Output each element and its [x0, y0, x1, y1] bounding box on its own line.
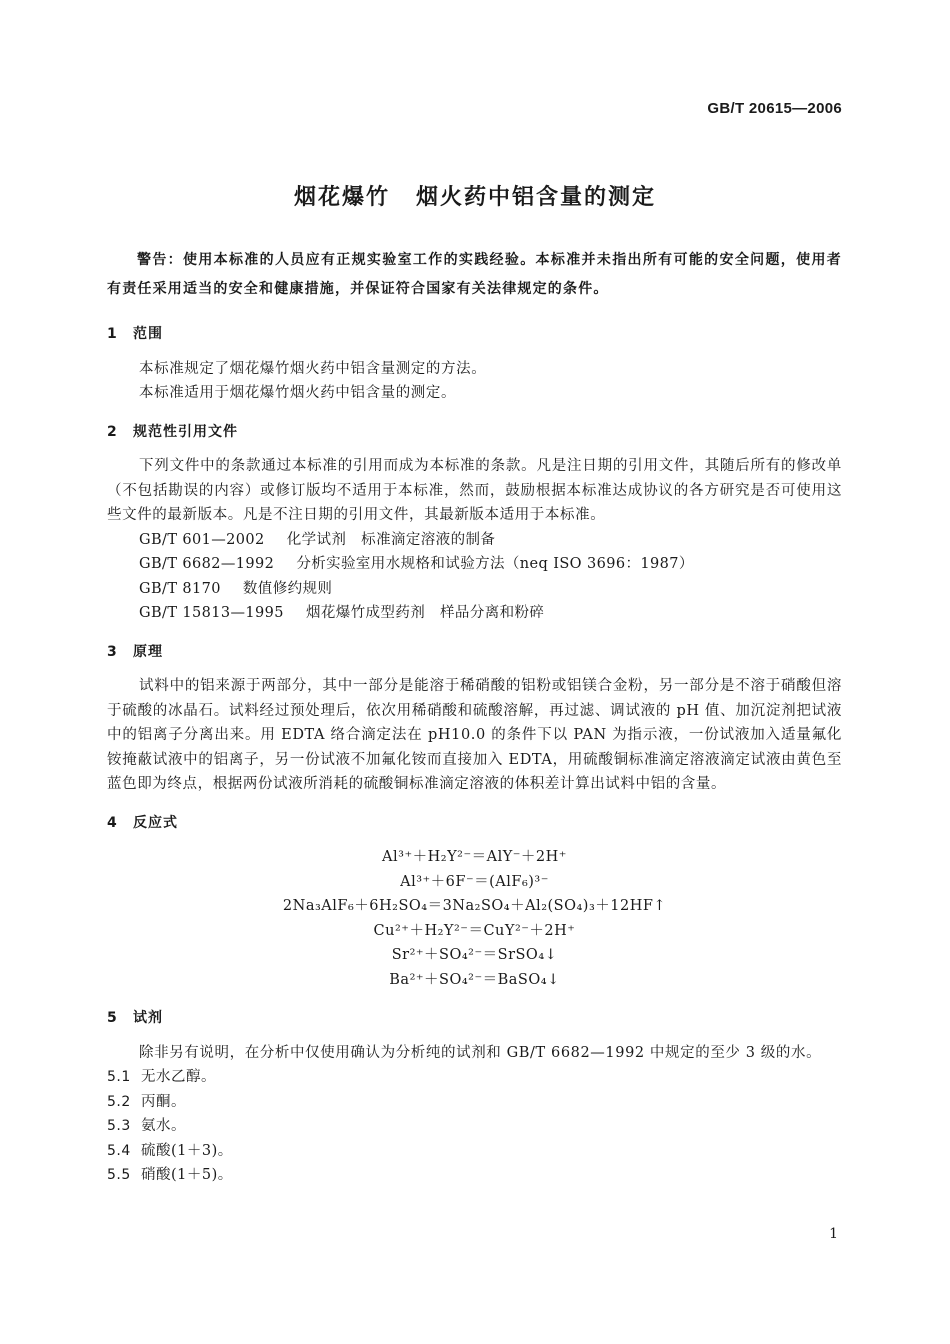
section-1-para-1: 本标准规定了烟花爆竹烟火药中铝含量测定的方法。 [139, 360, 487, 377]
document-body [107, 246, 842, 1188]
standard-code: GB/T 20615—2006 [707, 100, 842, 117]
section-2-heading: 2 规范性引用文件 [107, 423, 238, 440]
document-title [0, 180, 950, 211]
reagent-item: 5.2 丙酮。 [107, 1093, 186, 1110]
section-4-heading: 4 反应式 [107, 814, 178, 831]
equation: Al³⁺＋H₂Y²⁻＝AlY⁻＋2H⁺ [382, 849, 567, 865]
section-3-text: 试料中的铝来源于两部分，其中一部分是能溶于稀硝酸的铝粉或铝镁合金粉，另一部分是不溶于硝酸但溶于硫酸的冰晶石。试料经过预处理后，依次用稀硝酸和硫酸溶解，再过滤、调试液的 pH 值、加沉淀剂把试液中的铝离子分离出来。用 EDTA 络合滴定法在 pH10.0 的条件下以 PAN 为指示液，一份试液加入适量氟化铵掩蔽试液中的铝离子，另一份试液不加氟化铵而直接加入 EDTA，用硫酸铜标准滴定溶液滴定试液由黄色至蓝色即为终点，根据两份试液所消耗的硫酸铜标准滴定溶液的体积差计算出试料中铝的含量。 [107, 678, 842, 792]
section-2-intro: 下列文件中的条款通过本标准的引用而成为本标准的条款。凡是注日期的引用文件，其随后所有的修改单（不包括勘误的内容）或修订版均不适用于本标准，然而，鼓励根据本标准达成协议的各方研究是否可使用这些文件的最新版本。凡是不注日期的引用文件，其最新版本适用于本标准。 [107, 458, 842, 523]
reference-item: GB/T 6682—1992 分析实验室用水规格和试验方法（neq ISO 3696：1987） [139, 556, 694, 572]
equation: Cu²⁺＋H₂Y²⁻＝CuY²⁻＋2H⁺ [373, 922, 576, 939]
reagent-item: 5.4 硫酸(1＋3)。 [107, 1142, 233, 1159]
section-3-heading: 3 原理 [107, 643, 163, 660]
reagent-item: 5.5 硝酸(1＋5)。 [107, 1167, 233, 1183]
equation: 2Na₃AlF₆＋6H₂SO₄＝3Na₂SO₄＋Al₂(SO₄)₃＋12HF↑ [282, 898, 667, 914]
reagent-item: 5.1 无水乙醇。 [107, 1069, 216, 1085]
section-1-heading: 1 范围 [107, 326, 163, 342]
equation: Ba²⁺＋SO₄²⁻＝BaSO₄↓ [389, 971, 560, 988]
title-part-1: 烟花爆竹 [293, 185, 390, 210]
section-5-heading: 5 试剂 [107, 1010, 163, 1026]
reference-item: GB/T 15813—1995 烟花爆竹成型药剂 样品分离和粉碎 [139, 605, 545, 621]
section-1-para-2: 本标准适用于烟花爆竹烟火药中铝含量的测定。 [139, 385, 457, 401]
equation: Al³⁺＋6F⁻＝(AlF₆)³⁻ [400, 873, 549, 890]
reagent-item: 5.3 氨水。 [107, 1118, 186, 1134]
page-number: 1 [829, 1226, 838, 1242]
section-5-intro: 除非另有说明，在分析中仅使用确认为分析纯的试剂和 GB/T 6682—1992 中规定的至少 3 级的水。 [139, 1044, 822, 1061]
reference-item: GB/T 601—2002 化学试剂 标准滴定溶液的制备 [139, 531, 496, 548]
warning-paragraph: 警告：使用本标准的人员应有正规实验室工作的实践经验。本标准并未指出所有可能的安全问题，使用者有责任采用适当的安全和健康措施，并保证符合国家有关法律规定的条件。 [107, 252, 842, 297]
equation: Sr²⁺＋SO₄²⁻＝SrSO₄↓ [391, 947, 558, 963]
title-part-2: 烟火药中铝含量的测定 [416, 185, 657, 210]
reference-item: GB/T 8170 数值修约规则 [139, 580, 333, 597]
